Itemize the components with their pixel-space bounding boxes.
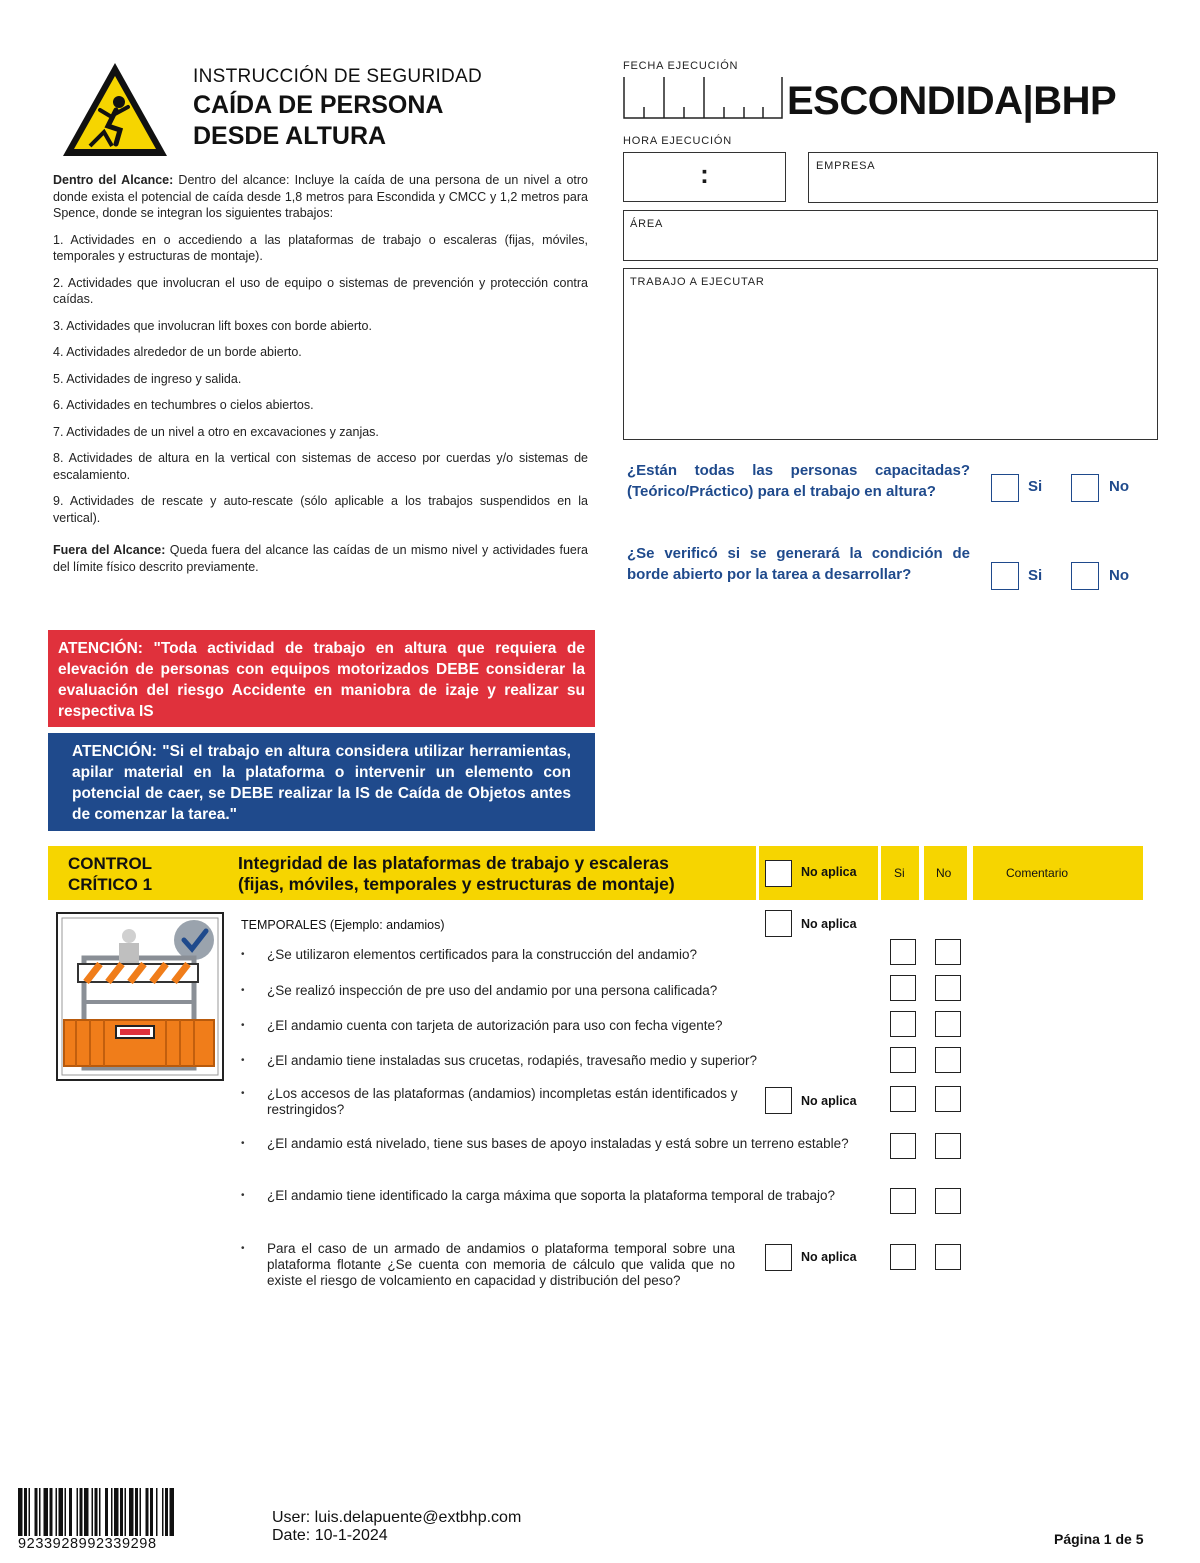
checklist-item-text: ¿El andamio tiene identificado la carga máxima que soporta la plataforma temporal de trabajo?	[267, 1188, 836, 1203]
scope-out-label: Fuera del Alcance:	[53, 543, 166, 557]
item-2-no-checkbox[interactable]	[935, 975, 961, 1001]
item-6-no-checkbox[interactable]	[935, 1133, 961, 1159]
item-5-no-checkbox[interactable]	[935, 1086, 961, 1112]
page-prefix: Página	[1054, 1531, 1104, 1547]
column-si-label: Si	[894, 866, 905, 880]
item-8-yes-checkbox[interactable]	[890, 1244, 916, 1270]
barcode-number: 9233928992339298	[18, 1536, 157, 1552]
company-logo-text: ESCONDIDA|BHP	[787, 79, 1117, 123]
item-2-yes-checkbox[interactable]	[890, 975, 916, 1001]
open-edge-yes-checkbox[interactable]	[991, 562, 1019, 590]
open-edge-no-label: No	[1109, 567, 1129, 584]
column-comment-label: Comentario	[1006, 866, 1069, 880]
area-field[interactable]	[623, 210, 1158, 261]
section-not-applicable-label: No aplica	[801, 917, 857, 931]
control-title-line-2: (fijas, móviles, temporales y estructuras de montaje)	[238, 874, 675, 894]
bullet-icon: •	[241, 1243, 245, 1254]
control-title-line-1: Integridad de las plataformas de trabajo y escaleras	[238, 853, 669, 873]
item-7-no-checkbox[interactable]	[935, 1188, 961, 1214]
alert-falling-objects: ATENCIÓN: "Si el trabajo en altura considera utilizar herramientas, apilar material en la plataforma o intervenir un elemento con potencial de caer, se DEBE realizar la IS de Caída de Objetos antes de comenzar la tarea."	[48, 733, 595, 831]
control-label	[68, 853, 152, 895]
scope-out-text: Queda fuera del alcance las caídas de un mismo nivel y actividades fuera del límite físico descrito previamente.	[53, 543, 589, 574]
company-label: EMPRESA	[816, 160, 876, 172]
bullet-icon: •	[241, 1088, 245, 1099]
training-yes-label: Si	[1028, 478, 1043, 495]
checklist-item-text: ¿Se utilizaron elementos certificados para la construcción del andamio?	[267, 947, 697, 962]
scaffold-illustration	[56, 912, 224, 1081]
scope-in-label: Dentro del Alcance:	[53, 173, 174, 187]
item-8-not-applicable-checkbox[interactable]	[765, 1244, 792, 1271]
checklist-item-text: Para el caso de un armado de andamios o plataforma temporal sobre una plataforma flotante ¿Se cuenta con memoria de cálculo que valida que no existe el riesgo de volcamiento en capacidad y distribución del peso?	[267, 1241, 735, 1288]
scope-item: 5. Actividades de ingreso y salida.	[53, 371, 242, 386]
open-edge-no-checkbox[interactable]	[1071, 562, 1099, 590]
bullet-icon: •	[241, 1138, 245, 1149]
page-total: 5	[1135, 1531, 1144, 1547]
control-title	[238, 853, 675, 895]
title-line-2: DESDE ALTURA	[193, 122, 387, 150]
scope-item: 9. Actividades de rescate y auto-rescate (sólo aplicable a los trabajos suspendidos en la vertical).	[53, 494, 588, 525]
open-edge-yes-label: Si	[1028, 567, 1043, 584]
section-temporales-label: TEMPORALES (Ejemplo: andamios)	[241, 918, 445, 932]
item-4-no-checkbox[interactable]	[935, 1047, 961, 1073]
date-input[interactable]	[623, 77, 783, 119]
training-no-label: No	[1109, 478, 1129, 495]
company-field[interactable]	[808, 152, 1158, 203]
question-training: ¿Están todas las personas capacitadas? (Teórico/Práctico) para el trabajo en altura?	[627, 462, 970, 500]
scope-item: 8. Actividades de altura en la vertical con sistemas de acceso por cuerdas y/o sistemas de escalamiento.	[53, 451, 588, 482]
title-line-1: CAÍDA DE PERSONA	[193, 91, 444, 119]
item-3-no-checkbox[interactable]	[935, 1011, 961, 1037]
page-number	[1054, 1531, 1144, 1547]
checklist-item-text: ¿Los accesos de las plataformas (andamios) incompletas están identificados y restringidos?	[267, 1086, 738, 1117]
scope-item: 1. Actividades en o accediendo a las plataformas de trabajo o escaleras (fijas, móviles, temporales y estructuras de montaje).	[53, 232, 588, 263]
checklist-item-text: ¿El andamio tiene instaladas sus crucetas, rodapiés, travesaño medio y superior?	[267, 1053, 758, 1068]
bullet-icon: •	[241, 1190, 245, 1201]
page-mid: de	[1111, 1531, 1136, 1547]
item-5-yes-checkbox[interactable]	[890, 1086, 916, 1112]
bullet-icon: •	[241, 1020, 245, 1031]
scope-item: 6. Actividades en techumbres o cielos abiertos.	[53, 398, 314, 412]
item-8-not-applicable-label: No aplica	[801, 1250, 857, 1264]
item-7-yes-checkbox[interactable]	[890, 1188, 916, 1214]
bullet-icon: •	[241, 949, 245, 960]
control-label-line-1: CONTROL	[68, 854, 153, 873]
checklist-item-text: ¿El andamio está nivelado, tiene sus bases de apoyo instaladas y está sobre un terreno estable?	[267, 1136, 849, 1151]
item-5-not-applicable-checkbox[interactable]	[765, 1087, 792, 1114]
area-label: ÁREA	[630, 218, 664, 230]
page-current: 1	[1103, 1531, 1112, 1547]
document-title	[193, 90, 444, 152]
alert-lifting-risk: ATENCIÓN: "Toda actividad de trabajo en altura que requiera de elevación de personas con equipos motorizados DEBE considerar la evaluación del riesgo Accidente en maniobra de izaje y realizar su respectiva IS	[48, 630, 595, 727]
item-1-yes-checkbox[interactable]	[890, 939, 916, 965]
scope-section	[53, 172, 588, 585]
scope-item: 3. Actividades que involucran lift boxes con borde abierto.	[53, 318, 372, 333]
checklist-item-text: ¿El andamio cuenta con tarjeta de autorización para uso con fecha vigente?	[267, 1018, 723, 1033]
date-digit-boxes	[623, 77, 783, 119]
barcode-icon	[18, 1488, 263, 1536]
column-no-label: No	[936, 866, 952, 880]
scope-in-text: Dentro del alcance: Incluye la caída de una persona de un nivel a otro donde exista el potencial de caída desde 1,8 metros para Escondida y CMCC y 1,2 metros para Spence, donde se integran los siguientes trabajos:	[53, 173, 588, 220]
control-not-applicable-label: No aplica	[801, 865, 857, 879]
scope-item: 2. Actividades que involucran el uso de equipo o sistemas de prevención y protección contra caídas.	[53, 275, 588, 306]
scope-item: 4. Actividades alrededor de un borde abierto.	[53, 345, 302, 359]
time-input[interactable]	[623, 152, 786, 202]
question-open-edge: ¿Se verificó si se generará la condición de borde abierto por la tarea a desarrollar?	[627, 545, 970, 583]
training-no-checkbox[interactable]	[1071, 474, 1099, 502]
date-label: FECHA EJECUCIÓN	[623, 60, 739, 72]
bullet-icon: •	[241, 1055, 245, 1066]
document-category: INSTRUCCIÓN DE SEGURIDAD	[193, 66, 483, 87]
time-label: HORA EJECUCIÓN	[623, 135, 732, 147]
item-8-no-checkbox[interactable]	[935, 1244, 961, 1270]
scope-item: 7. Actividades de un nivel a otro en excavaciones y zanjas.	[53, 424, 379, 439]
footer-date: Date: 10-1-2024	[272, 1527, 388, 1544]
item-6-yes-checkbox[interactable]	[890, 1133, 916, 1159]
item-3-yes-checkbox[interactable]	[890, 1011, 916, 1037]
control-not-applicable-checkbox[interactable]	[765, 860, 792, 887]
item-4-yes-checkbox[interactable]	[890, 1047, 916, 1073]
footer-user: User: luis.delapuente@extbhp.com	[272, 1509, 522, 1526]
bullet-icon: •	[241, 985, 245, 996]
work-to-execute-field[interactable]	[623, 268, 1158, 440]
control-label-line-2: CRÍTICO 1	[68, 875, 153, 894]
checklist-item-text: ¿Se realizó inspección de pre uso del andamio por una persona calificada?	[267, 983, 718, 998]
item-5-not-applicable-label: No aplica	[801, 1094, 857, 1108]
training-yes-checkbox[interactable]	[991, 474, 1019, 502]
fall-hazard-warning-icon	[60, 60, 170, 160]
time-separator: :	[700, 159, 709, 189]
item-1-no-checkbox[interactable]	[935, 939, 961, 965]
work-label: TRABAJO A EJECUTAR	[630, 276, 765, 288]
section-not-applicable-checkbox[interactable]	[765, 910, 792, 937]
